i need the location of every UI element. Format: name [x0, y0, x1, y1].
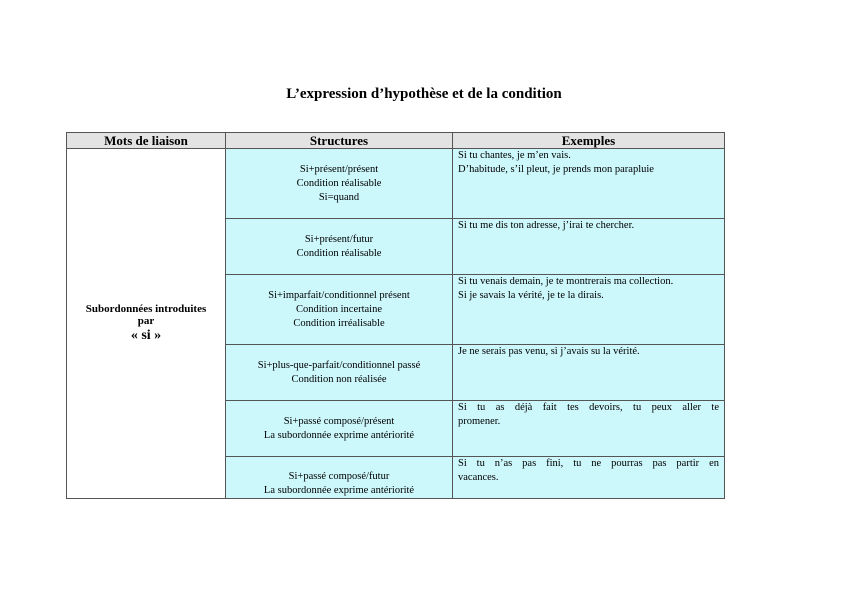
exemple-cell — [453, 401, 725, 457]
exemple-line: Si tu n’as pas fini, tu ne pourras pas partir en — [458, 458, 719, 469]
si-keyword: « si » — [130, 328, 162, 343]
hypothesis-table — [66, 132, 725, 499]
structure-line: Si+présent/présent — [299, 163, 379, 175]
table-header-row — [67, 133, 725, 149]
header-structures: Structures — [226, 133, 453, 149]
structure-cell — [226, 219, 453, 275]
exemple-line: Si tu me dis ton adresse, j’irai te chercher. — [458, 220, 635, 231]
exemple-cell — [453, 149, 725, 219]
structure-cell — [226, 345, 453, 401]
mots-de-liaison-cell — [67, 149, 226, 499]
structure-line: Si+imparfait/conditionnel présent — [268, 289, 410, 301]
page-title: L’expression d’hypothèse et de la condition — [286, 86, 562, 102]
header-mots-de-liaison: Mots de liaison — [67, 133, 226, 149]
exemple-line: D’habitude, s’il pleut, je prends mon parapluie — [458, 164, 654, 175]
header-exemples: Exemples — [453, 133, 725, 149]
structure-line: La subordonnée exprime antériorité — [263, 429, 415, 441]
structure-line: Si+passé composé/présent — [283, 415, 395, 427]
structure-line: Condition réalisable — [296, 177, 382, 189]
exemple-line: Je ne serais pas venu, si j’avais su la vérité. — [458, 346, 640, 357]
table-row — [67, 149, 725, 219]
structure-cell — [226, 149, 453, 219]
structure-line: Condition non réalisée — [291, 373, 387, 385]
mots-line-2: par — [137, 315, 155, 327]
exemple-line: Si tu chantes, je m’en vais. — [458, 150, 571, 161]
structure-cell — [226, 457, 453, 499]
exemple-cell — [453, 457, 725, 499]
structure-line: La subordonnée exprime antériorité — [263, 485, 415, 496]
structure-line: Si+présent/futur — [304, 233, 374, 245]
structure-line: Si+passé composé/futur — [288, 471, 390, 482]
structure-cell — [226, 275, 453, 345]
exemple-line: Si tu as déjà fait tes devoirs, tu peux aller te — [458, 402, 719, 413]
exemple-line: vacances. — [458, 472, 499, 483]
structure-line: Condition incertaine — [295, 303, 383, 315]
exemple-cell — [453, 219, 725, 275]
structure-line: Si+plus-que-parfait/conditionnel passé — [257, 359, 421, 371]
exemple-cell — [453, 275, 725, 345]
structure-line: Condition réalisable — [296, 247, 382, 259]
exemple-cell — [453, 345, 725, 401]
exemple-line: Si tu venais demain, je te montrerais ma collection. — [458, 276, 674, 287]
structure-line: Si=quand — [318, 191, 360, 203]
exemple-line: Si je savais la vérité, je te la dirais. — [458, 290, 604, 301]
mots-line-1: Subordonnées introduites — [85, 303, 207, 315]
exemple-line: promener. — [458, 416, 501, 427]
structure-line: Condition irréalisable — [293, 317, 385, 329]
structure-cell — [226, 401, 453, 457]
